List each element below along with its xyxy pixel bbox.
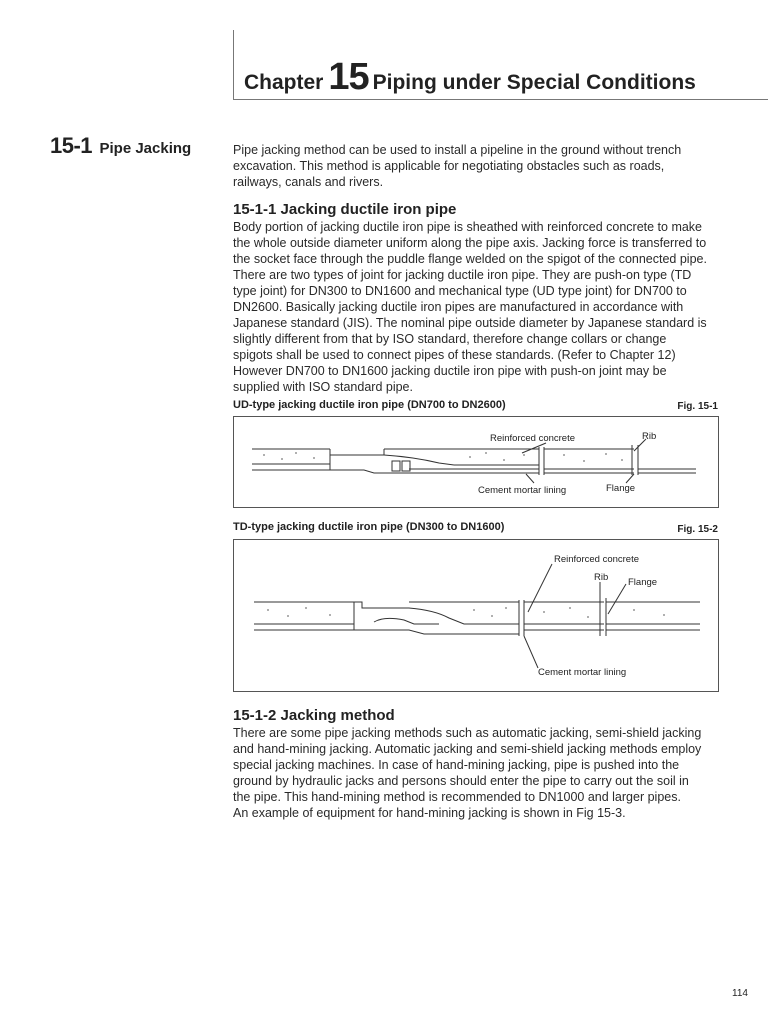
section-title: Pipe Jacking — [99, 140, 192, 157]
paragraph-line: slightly different from that by ISO standard, therefore change collars or change — [233, 332, 667, 346]
chapter-word: Chapter — [244, 71, 324, 94]
subsection-title-jacking-method: 15-1-2 Jacking method — [233, 707, 395, 724]
paragraph-line: the pipe. This hand-mining method is recommended to DN1000 and larger pipes. — [233, 790, 681, 804]
paragraph-line: However DN700 to DN1600 jacking ductile iron pipe with push-on joint may be — [233, 364, 667, 378]
intro-paragraph — [233, 142, 723, 190]
figure-td-type-pipe — [233, 539, 719, 692]
label-reinforced-concrete: Reinforced concrete — [490, 433, 576, 444]
paragraph-line: There are two types of joint for jacking ductile iron pipe. They are push-on type (TD — [233, 268, 692, 282]
figure-1-caption: UD-type jacking ductile iron pipe (DN700 to DN2600) — [233, 399, 506, 411]
paragraph-line: spigots shall be used to connect pipes of these standards. (Refer to Chapter 12) — [233, 348, 676, 362]
jacking-pipe-paragraph — [233, 219, 723, 395]
paragraph-line: and hand-mining jacking. Automatic jacking and semi-shield jacking methods employ — [233, 742, 702, 756]
paragraph-line: the socket face through the puddle flange welded on the spigot of the connected pipe. — [233, 252, 707, 266]
figure-2-caption: TD-type jacking ductile iron pipe (DN300 to DN1600) — [233, 521, 505, 533]
chapter-number: 15 — [328, 56, 369, 98]
paragraph-line: An example of equipment for hand-mining jacking is shown in Fig 15-3. — [233, 806, 626, 820]
paragraph-line: DN2600. Basically jacking ductile iron pipes are manufactured in accordance with — [233, 300, 684, 314]
figure-1-label: Fig. 15-1 — [677, 401, 718, 412]
ud-pipe-diagram — [234, 417, 718, 507]
paragraph-line: There are some pipe jacking methods such as automatic jacking, semi-shield jacking — [233, 726, 702, 740]
section-number: 15-1 — [50, 133, 93, 158]
label-reinforced-concrete: Reinforced concrete — [554, 554, 640, 565]
subsection-title-jacking-pipe: 15-1-1 Jacking ductile iron pipe — [233, 201, 457, 218]
chapter-heading — [244, 56, 696, 99]
paragraph-line: excavation. This method is applicable for negotiating obstacles such as roads, — [233, 159, 665, 173]
figure-2-label: Fig. 15-2 — [677, 524, 718, 535]
label-flange: Flange — [606, 483, 636, 494]
paragraph-line: ground by hydraulic jacks and persons should enter the pipe to carry out the soil in — [233, 774, 689, 788]
paragraph-line: supplied with ISO standard pipe. — [233, 380, 413, 394]
label-rib: Rib — [642, 431, 657, 442]
label-rib: Rib — [594, 572, 609, 583]
section-heading — [50, 133, 191, 159]
paragraph-line: Body portion of jacking ductile iron pipe is sheathed with reinforced concrete to make — [233, 220, 703, 234]
paragraph-line: Japanese standard (JIS). The nominal pipe outside diameter by Japanese standard is — [233, 316, 707, 330]
paragraph-line: Pipe jacking method can be used to install a pipeline in the ground without trench — [233, 143, 682, 157]
paragraph-line: railways, canals and rivers. — [233, 175, 384, 189]
label-cement-mortar-lining: Cement mortar lining — [538, 667, 627, 678]
paragraph-line: type joint) for DN300 to DN1600 and mechanical type (UD type joint) for DN700 to — [233, 284, 687, 298]
jacking-method-paragraph — [233, 725, 723, 821]
chapter-title: Piping under Special Conditions — [372, 71, 696, 94]
header-vertical-rule — [233, 30, 234, 100]
paragraph-line: special jacking machines. In case of hand-mining jacking, pipe is pushed into the — [233, 758, 680, 772]
page-number: 114 — [732, 988, 748, 999]
label-cement-mortar-lining: Cement mortar lining — [478, 485, 567, 496]
header-horizontal-rule — [233, 99, 768, 100]
figure-ud-type-pipe — [233, 416, 719, 508]
td-pipe-diagram — [234, 540, 718, 691]
label-flange: Flange — [628, 577, 658, 588]
paragraph-line: the whole outside diameter uniform along the pipe axis. Jacking force is transferred to — [233, 236, 707, 250]
